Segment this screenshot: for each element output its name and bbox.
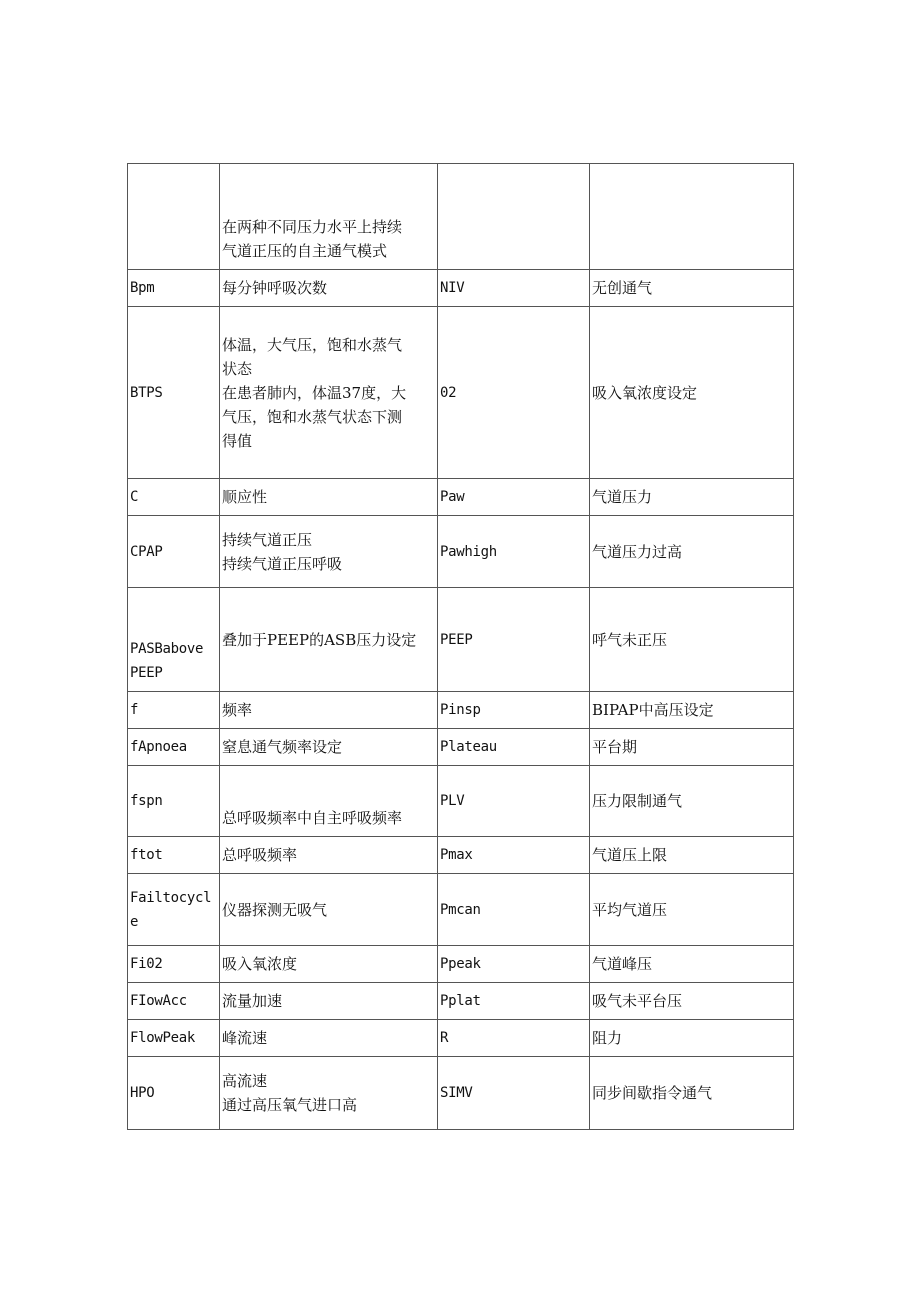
abbr-cell: fspn: [128, 766, 220, 837]
table-row: [128, 874, 794, 946]
cell-line: Failtocycl: [130, 889, 212, 906]
abbr-cell: fApnoea: [128, 729, 220, 766]
abbr-cell: R: [438, 1020, 590, 1057]
cell-line: 在患者肺内，体温37度，大: [222, 383, 407, 402]
cell-line: 得值: [222, 431, 253, 450]
description-cell: [590, 164, 794, 270]
abbr-cell: PLV: [438, 766, 590, 837]
abbr-cell: Pplat: [438, 983, 590, 1020]
description-cell: 吸入氧浓度: [220, 946, 438, 983]
description-cell: [220, 164, 438, 270]
abbr-cell: FIowAcc: [128, 983, 220, 1020]
table-row: [128, 588, 794, 692]
abbr-cell: Pinsp: [438, 692, 590, 729]
cell-line: 持续气道正压: [222, 530, 313, 549]
description-cell: 气道压力过高: [590, 516, 794, 588]
description-cell: 吸入氧浓度设定: [590, 307, 794, 479]
description-cell: 平均气道压: [590, 874, 794, 946]
cell-line: 状态: [222, 359, 253, 378]
description-cell: 窒息通气频率设定: [220, 729, 438, 766]
abbr-cell: [128, 588, 220, 692]
abbreviation-table: [127, 163, 794, 1130]
abbr-cell: Fi02: [128, 946, 220, 983]
abbr-cell: [128, 164, 220, 270]
abbr-cell: NIV: [438, 270, 590, 307]
cell-line: 持续气道正压呼吸: [222, 554, 343, 573]
cell-line: e: [130, 913, 139, 930]
table-row: [128, 1020, 794, 1057]
description-cell: 顺应性: [220, 479, 438, 516]
table-row: [128, 983, 794, 1020]
abbr-cell: C: [128, 479, 220, 516]
table-row: [128, 837, 794, 874]
description-cell: 气道峰压: [590, 946, 794, 983]
table-row: [128, 270, 794, 307]
description-cell: 呼气未正压: [590, 588, 794, 692]
description-cell: 总呼吸频率: [220, 837, 438, 874]
cell-line: 气道正压的自主通气模式: [222, 242, 388, 260]
abbr-cell: PEEP: [438, 588, 590, 692]
cell-line: 体温，大气压，饱和水蒸气: [222, 335, 403, 354]
table-row: [128, 516, 794, 588]
table-row: [128, 946, 794, 983]
table-row: [128, 1057, 794, 1130]
description-cell: 总呼吸频率中自主呼吸频率: [220, 766, 438, 837]
cell-line: 在两种不同压力水平上持续: [222, 218, 403, 236]
table-row: [128, 729, 794, 766]
table-row: [128, 164, 794, 270]
description-cell: 气道压上限: [590, 837, 794, 874]
description-cell: 流量加速: [220, 983, 438, 1020]
abbr-cell: Pmcan: [438, 874, 590, 946]
table-row: [128, 307, 794, 479]
abbr-cell: ftot: [128, 837, 220, 874]
description-cell: 叠加于PEEP的ASB压力设定: [220, 588, 438, 692]
description-cell: 压力限制通气: [590, 766, 794, 837]
description-cell: [220, 516, 438, 588]
abbr-cell: Plateau: [438, 729, 590, 766]
cell-line: 高流速: [222, 1072, 268, 1090]
description-cell: 每分钟呼吸次数: [220, 270, 438, 307]
abbr-cell: Pmax: [438, 837, 590, 874]
cell-line: PEEP: [130, 665, 163, 681]
abbr-cell: 02: [438, 307, 590, 479]
abbr-cell: Ppeak: [438, 946, 590, 983]
cell-line: 通过高压氧气进口高: [222, 1096, 358, 1114]
description-cell: 阻力: [590, 1020, 794, 1057]
abbr-cell: Bpm: [128, 270, 220, 307]
description-cell: [220, 307, 438, 479]
abbr-cell: SIMV: [438, 1057, 590, 1130]
description-cell: 同步间歇指令通气: [590, 1057, 794, 1130]
abbr-cell: CPAP: [128, 516, 220, 588]
description-cell: 平台期: [590, 729, 794, 766]
cell-line: 气压，饱和水蒸气状态下测: [222, 407, 403, 426]
abbr-cell: [128, 874, 220, 946]
abbr-cell: HPO: [128, 1057, 220, 1130]
abbr-cell: Pawhigh: [438, 516, 590, 588]
description-cell: 峰流速: [220, 1020, 438, 1057]
abbr-cell: f: [128, 692, 220, 729]
abbr-cell: Paw: [438, 479, 590, 516]
table-row: [128, 766, 794, 837]
description-cell: [220, 1057, 438, 1130]
abbr-cell: FlowPeak: [128, 1020, 220, 1057]
cell-line: PASBabove: [130, 641, 204, 657]
description-cell: 频率: [220, 692, 438, 729]
description-cell: BIPAP中高压设定: [590, 692, 794, 729]
table-row: [128, 479, 794, 516]
description-cell: 气道压力: [590, 479, 794, 516]
description-cell: 无创通气: [590, 270, 794, 307]
description-cell: 吸气未平台压: [590, 983, 794, 1020]
abbr-cell: BTPS: [128, 307, 220, 479]
description-cell: 仪器探测无吸气: [220, 874, 438, 946]
table-row: [128, 692, 794, 729]
abbr-cell: [438, 164, 590, 270]
